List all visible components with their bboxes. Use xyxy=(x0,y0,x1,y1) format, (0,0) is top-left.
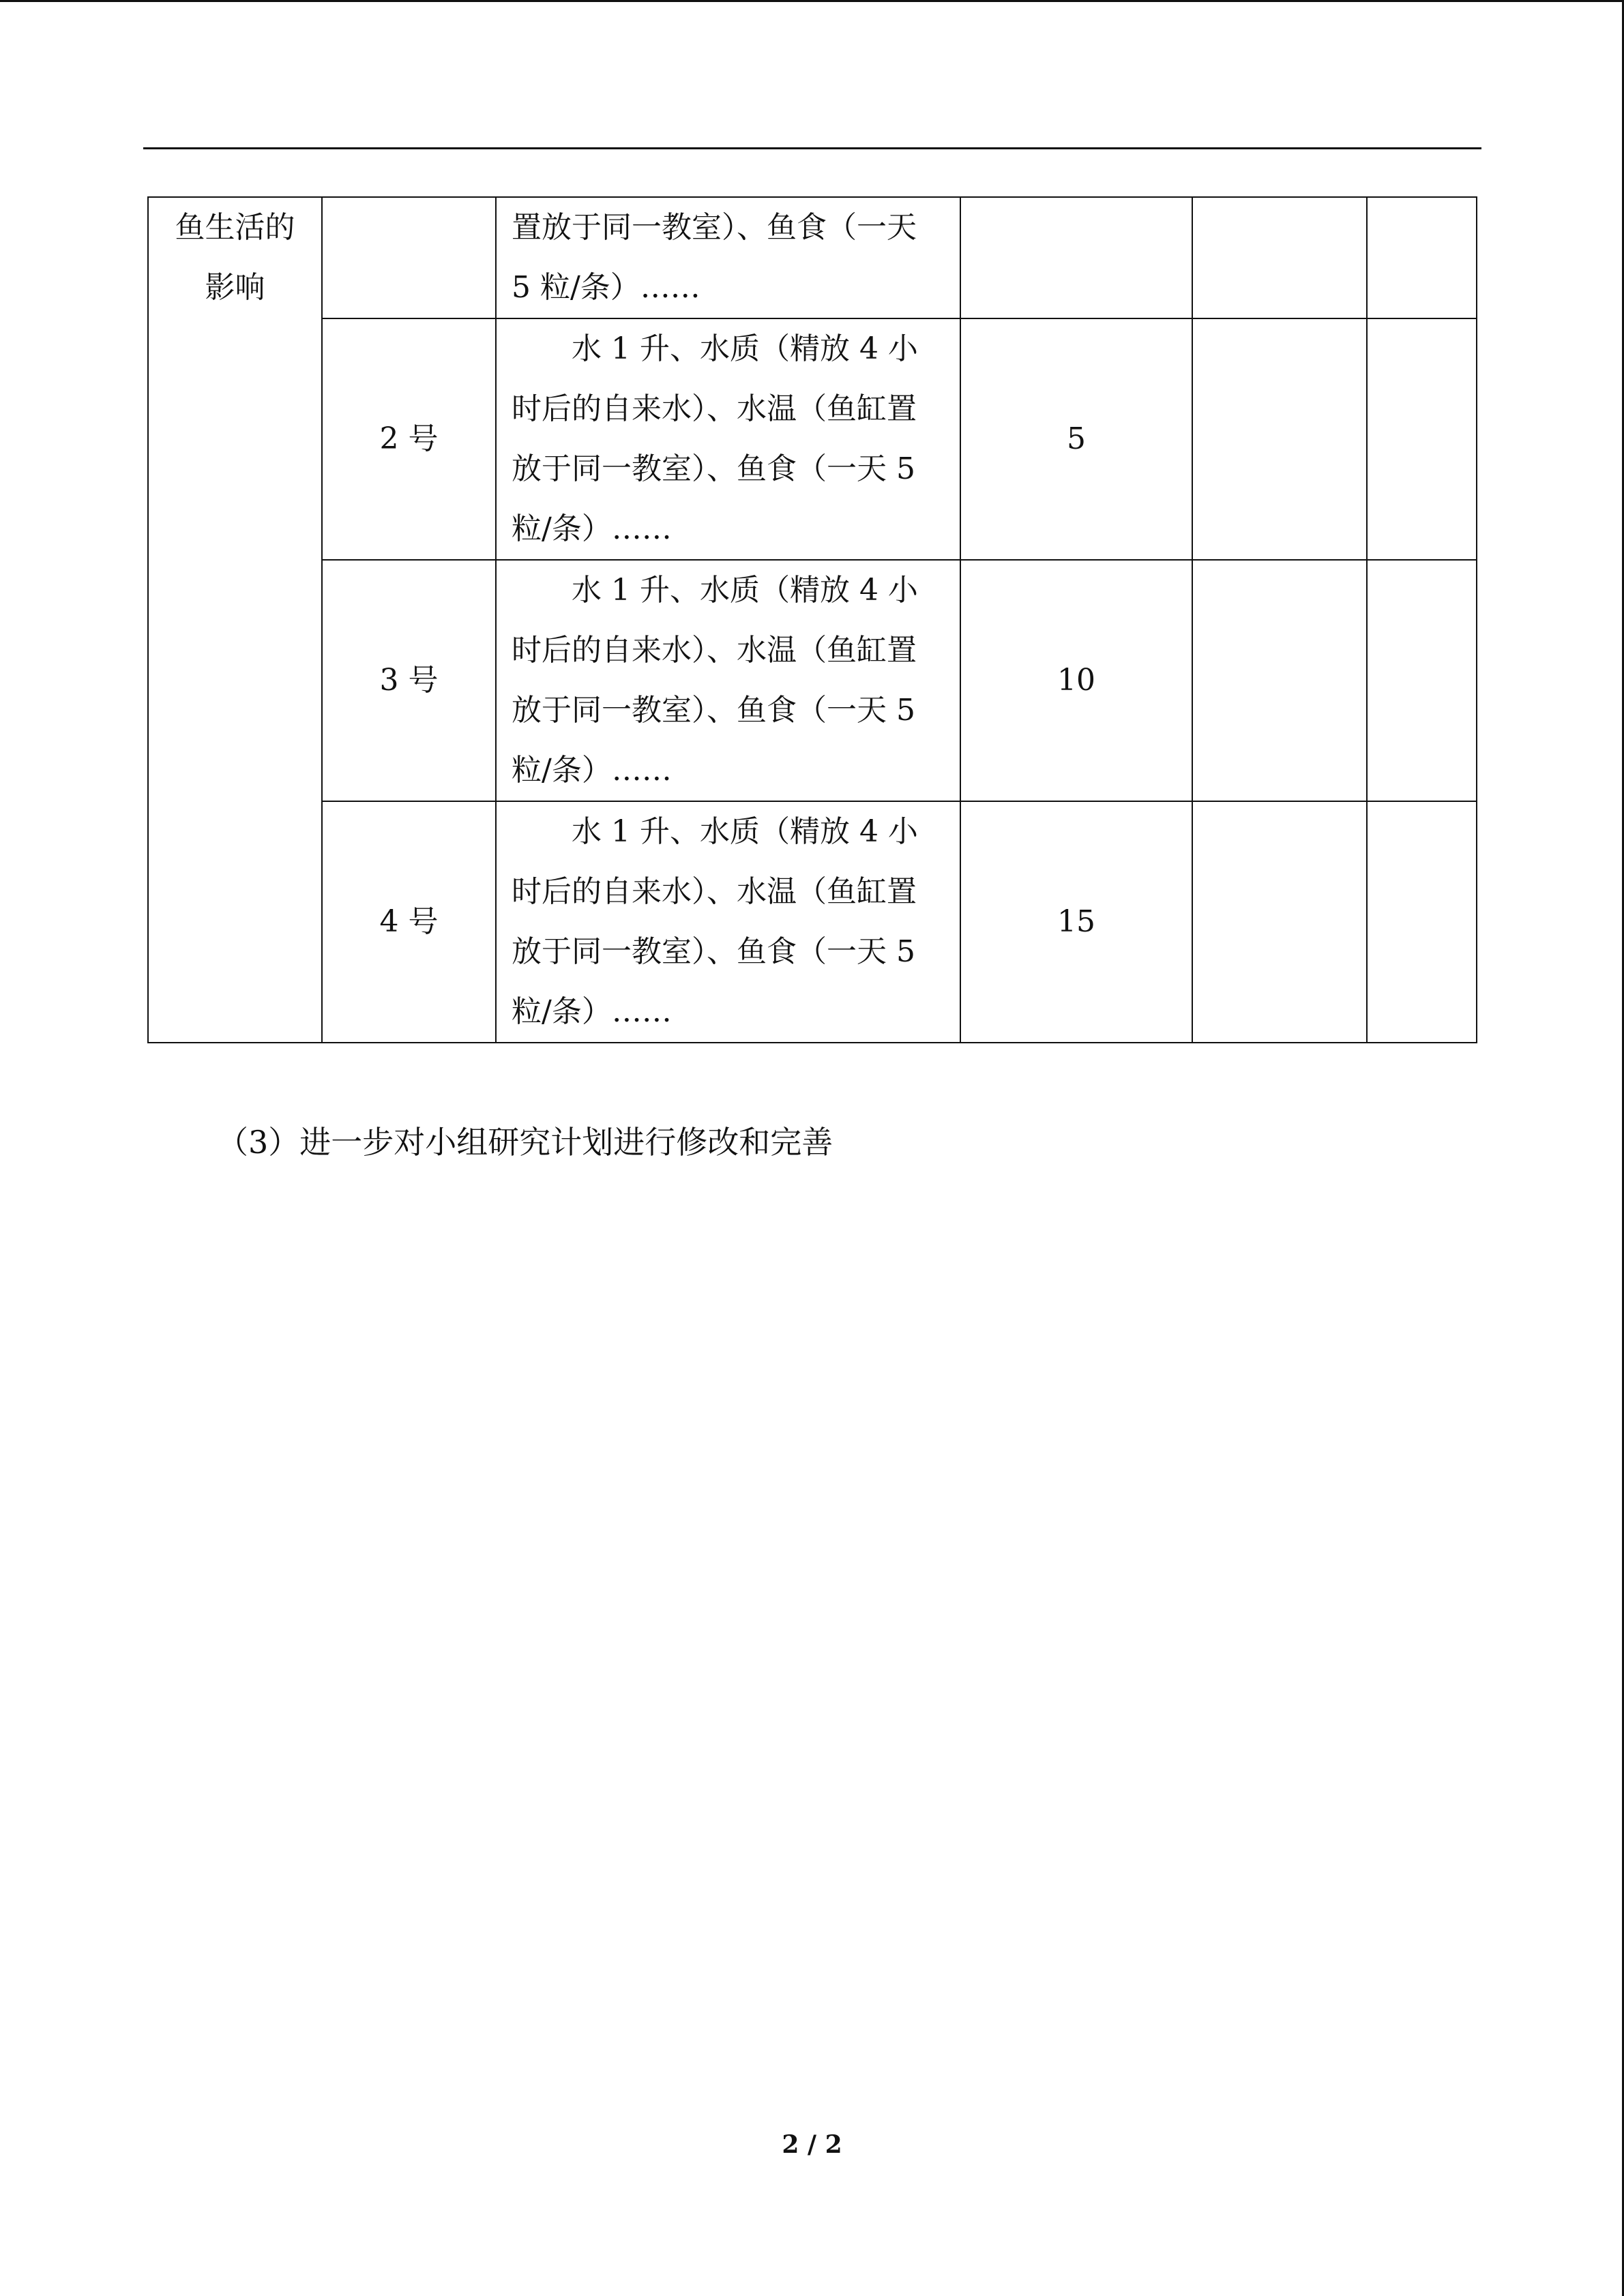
step-note: （3）进一步对小组研究计划进行修改和完善 xyxy=(217,1124,833,1161)
condition-cell xyxy=(496,197,960,318)
blank-cell xyxy=(1192,318,1367,560)
blank-cell xyxy=(1367,318,1477,560)
table-row xyxy=(148,318,1477,560)
condition-text: 水 1 升、水质（精放 4 小时后的自来水）、水温（鱼缸置放于同一教室）、鱼食（一天 5 粒/条）…… xyxy=(512,331,918,546)
factor-cell xyxy=(148,197,322,1043)
group-cell: 2 号 xyxy=(322,318,496,560)
table-row xyxy=(148,560,1477,801)
blank-cell xyxy=(1192,560,1367,801)
page-border-top xyxy=(0,0,1624,2)
factor-label: 鱼生活的影响 xyxy=(175,210,295,305)
count-cell xyxy=(960,197,1192,318)
group-cell xyxy=(322,197,496,318)
condition-text: 水 1 升、水质（精放 4 小时后的自来水）、水温（鱼缸置放于同一教室）、鱼食（一天 5 粒/条）…… xyxy=(512,814,918,1029)
condition-text: 水 1 升、水质（精放 4 小时后的自来水）、水温（鱼缸置放于同一教室）、鱼食（一天 5 粒/条）…… xyxy=(512,573,918,788)
condition-cell xyxy=(496,318,960,560)
blank-cell xyxy=(1192,801,1367,1043)
condition-text: 置放于同一教室）、鱼食（一天 5 粒/条）…… xyxy=(512,210,917,305)
blank-cell xyxy=(1367,560,1477,801)
count-cell: 10 xyxy=(960,560,1192,801)
condition-cell xyxy=(496,801,960,1043)
group-cell: 4 号 xyxy=(322,801,496,1043)
page-number: 2 / 2 xyxy=(782,2130,842,2159)
blank-cell xyxy=(1367,197,1477,318)
experiment-table xyxy=(147,196,1477,1043)
table-row xyxy=(148,801,1477,1043)
blank-cell xyxy=(1367,801,1477,1043)
count-cell: 5 xyxy=(960,318,1192,560)
table-row xyxy=(148,197,1477,318)
condition-cell xyxy=(496,560,960,801)
blank-cell xyxy=(1192,197,1367,318)
header-rule xyxy=(143,147,1481,149)
count-cell: 15 xyxy=(960,801,1192,1043)
group-cell: 3 号 xyxy=(322,560,496,801)
